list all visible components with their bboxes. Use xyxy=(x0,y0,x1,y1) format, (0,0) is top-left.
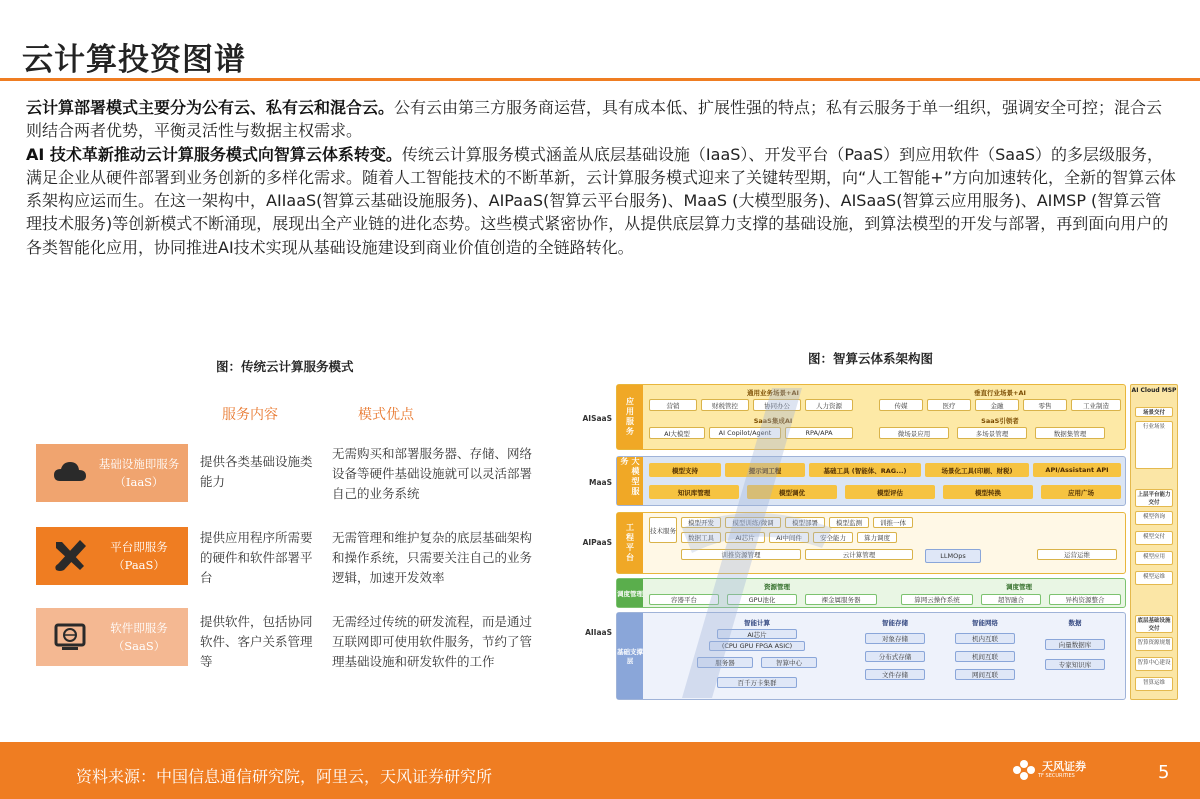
infra-g3-title: 智能网络 xyxy=(972,618,998,627)
infra-item: 向量数据库 xyxy=(1045,639,1105,650)
paas-layer-tag: 工程平台 xyxy=(617,513,643,573)
maas-item: 模型支持 xyxy=(649,463,721,477)
msp-item: 场景交付 xyxy=(1135,407,1173,417)
title-divider xyxy=(0,78,1200,81)
app-item: 传媒 xyxy=(879,399,923,411)
app-item: 工业制造 xyxy=(1071,399,1121,411)
app-item: 多场景管理 xyxy=(957,427,1027,439)
saas-label xyxy=(90,619,188,655)
intro-p1: 公有云由第三方服务商运营，具有成本低、扩展性强的特点；私有云服务于单一组织，强调安全可控；混合云则结合两者优势，平衡灵活性与数据主权需求。 xyxy=(26,98,1163,141)
page-title: 云计算投资图谱 xyxy=(22,42,246,78)
app-group1-title: 通用业务场景+AI xyxy=(747,388,799,397)
infra-g4-title: 数据 xyxy=(1068,618,1082,627)
paas-item: 技术服务 xyxy=(649,517,677,543)
maas-item: 知识库管理 xyxy=(649,485,739,499)
app-item: 人力资源 xyxy=(805,399,853,411)
left-figure-caption: 图：传统云计算服务模式 xyxy=(216,359,354,374)
mgmt-item: 容器平台 xyxy=(649,594,719,605)
infra-item: 机间互联 xyxy=(955,651,1015,662)
paas-item: 训推一体 xyxy=(873,517,913,528)
saas-adv: 无需经过传统的研发流程，而是通过互联网即可使用软件服务，节约了管理基础设施和研发软件的工作 xyxy=(332,614,533,669)
saas-label-line1: 软件即服务 xyxy=(110,621,168,635)
mgmt-item: 裸金属服务器 xyxy=(805,594,877,605)
app-item: 医疗 xyxy=(927,399,971,411)
app-item: 数据集管理 xyxy=(1035,427,1105,439)
infra-g1-title: 智能计算 xyxy=(744,618,770,627)
paas-item: 模型开发 xyxy=(681,517,721,528)
paas-item: AI中间件 xyxy=(769,532,809,543)
col-header-service: 服务内容 xyxy=(222,407,278,423)
maas-layer xyxy=(616,456,1126,506)
mgmt-item: GPU池化 xyxy=(727,594,797,605)
infra-item: 服务器 xyxy=(697,657,753,668)
intro-p1-bold: 云计算部署模式主要分为公有云、私有云和混合云。 xyxy=(26,98,395,117)
side-label-maas: MaaS xyxy=(589,478,612,487)
paas-item: 云计算管理 xyxy=(805,549,913,560)
iaas-label-line2: （IaaS） xyxy=(114,475,164,489)
infra-layer xyxy=(616,612,1126,700)
mgmt-item: 超智融合 xyxy=(981,594,1041,605)
footer-logo xyxy=(1010,756,1086,784)
paas-item: 训推资源管理 xyxy=(681,549,801,560)
side-label-aisaas: AISaaS xyxy=(582,414,612,423)
intro-text xyxy=(26,96,1176,259)
mgmt-layer xyxy=(616,578,1126,608)
paas-item: 模型部署 xyxy=(785,517,825,528)
maas-item: 模型调优 xyxy=(747,485,837,499)
infra-item: 智算中心 xyxy=(761,657,817,668)
logo-subtext: TF SECURITIES xyxy=(1038,773,1075,779)
intro-p2: 传统云计算服务模式涵盖从底层基础设施（IaaS）、开发平台（PaaS）到应用软件（SaaS）的多层级服务，满足企业从硬件部署到业务创新的多样化需求。随着人工智能技术的不断革新，云计算服务模式迎来了关键转型期，向“人工智能+”方向加速转化，全新的智算云体系架构应运而生。在这一架构中，AIIaaS(智算云基础设施服务)、AIPaaS(智算云平台服务)、MaaS (大模型服务)、AISaaS(智算云应用服务)、AIMSP (智算云管理技术服务)等创新模式不断涌现，展现出全产业链的进化态势。这些模式紧密协作，从提供底层算力支撑的基础设施，到算法模型的开发与部署，再到面向用户的各类智能化应用，协同推进AI技术实现从基础设施建设到商业价值创造的全链路转化。 xyxy=(26,144,1176,257)
paas-item: 安全能力 xyxy=(813,532,853,543)
intro-p2-bold: AI 技术革新推动云计算服务模式向智算云体系转变。 xyxy=(26,144,402,164)
saas-desc: 提供软件，包括协同软件、客户关系管理等 xyxy=(200,614,313,669)
paas-desc: 提供应用程序所需要的硬件和软件部署平台 xyxy=(200,530,313,585)
app-item: RPA/APA xyxy=(785,427,853,439)
iaas-label xyxy=(90,455,188,491)
saas-box xyxy=(36,608,188,666)
tools-icon xyxy=(50,536,90,576)
maas-layer-tag: 大模型服务 xyxy=(617,457,643,505)
paas-label-line2: （PaaS） xyxy=(113,558,165,572)
infra-g2-title: 智能存储 xyxy=(882,618,908,627)
maas-item: API/Assistant API xyxy=(1033,463,1121,477)
iaas-desc: 提供各类基础设施类能力 xyxy=(200,454,313,489)
maas-item: 模型评估 xyxy=(845,485,935,499)
col-header-advantage: 模式优点 xyxy=(358,407,414,423)
maas-item: 模型转换 xyxy=(943,485,1033,499)
msp-item: 上层平台能力交付 xyxy=(1135,489,1173,507)
logo-text: 天风证券 xyxy=(1042,760,1086,773)
footer-source: 资料来源：中国信息通信研究院，阿里云，天风证券研究所 xyxy=(76,767,493,786)
paas-adv: 无需管理和维护复杂的底层基础架构和操作系统，只需要关注自己的业务逻辑，加速开发效率 xyxy=(332,530,533,585)
maas-item: 基础工具 (智能体、RAG...) xyxy=(809,463,921,477)
app-group3-title: 垂直行业场景+AI xyxy=(974,388,1026,397)
tf-logo-icon xyxy=(1010,756,1038,784)
app-item: AI Copilot/Agent xyxy=(709,427,781,439)
app-item: 协同办公 xyxy=(753,399,801,411)
maas-item: 应用广场 xyxy=(1041,485,1121,499)
paas-item: 模型训练/微调 xyxy=(725,517,781,528)
maas-item: 场景化工具(印刷、财税) xyxy=(925,463,1029,477)
app-item: AI大模型 xyxy=(649,427,705,439)
iaas-adv: 无需购买和部署服务器、存储、网络设备等硬件基础设施就可以灵活部署自己的业务系统 xyxy=(332,446,533,501)
paas-item: 运营运维 xyxy=(1037,549,1117,560)
app-item: 营销 xyxy=(649,399,697,411)
monitor-globe-icon xyxy=(50,617,90,657)
paas-item: 模型监测 xyxy=(829,517,869,528)
cloud-icon xyxy=(50,453,90,493)
msp-item: 模型应用 xyxy=(1135,551,1173,565)
app-item: 微场景应用 xyxy=(879,427,949,439)
infra-layer-tag: 基础支撑层 xyxy=(617,613,643,699)
mgmt-layer-tag: 调度管理 xyxy=(617,579,643,607)
paas-box xyxy=(36,527,188,585)
msp-item: 底层基础设施交付 xyxy=(1135,615,1173,633)
app-item: 零售 xyxy=(1023,399,1067,411)
iaas-box xyxy=(36,444,188,502)
infra-item: 机内互联 xyxy=(955,633,1015,644)
app-layer xyxy=(616,384,1126,450)
mgmt-group1-title: 资源管理 xyxy=(764,582,790,591)
msp-title: AI Cloud MSP xyxy=(1131,387,1177,394)
app-layer-tag: 应用服务 xyxy=(617,385,643,449)
msp-item: 智算中心建设 xyxy=(1135,657,1173,671)
paas-item: 数据工具 xyxy=(681,532,721,543)
infra-item: AI芯片 xyxy=(717,629,797,639)
app-item: 金融 xyxy=(975,399,1019,411)
paas-item: 算力调度 xyxy=(857,532,897,543)
infra-item: 对象存储 xyxy=(865,633,925,644)
msp-item: 行业场景 xyxy=(1135,421,1173,469)
maas-item: 提示词工程 xyxy=(725,463,805,477)
infra-item: (CPU GPU FPGA ASIC) xyxy=(709,641,805,651)
infra-item: 百千万卡集群 xyxy=(717,677,797,688)
msp-item: 智算运维 xyxy=(1135,677,1173,691)
paas-item: LLMOps xyxy=(925,549,981,563)
saas-label-line2: （SaaS） xyxy=(112,639,166,653)
msp-item: 模型交付 xyxy=(1135,531,1173,545)
paas-item: AI芯片 xyxy=(725,532,765,543)
paas-label-line1: 平台即服务 xyxy=(110,540,168,554)
app-group2-title: SaaS集成AI xyxy=(753,416,793,425)
mgmt-item: 算网云操作系统 xyxy=(901,594,973,605)
msp-item: 模型运维 xyxy=(1135,571,1173,585)
msp-item: 模型咨询 xyxy=(1135,511,1173,525)
msp-item: 智算资源规划 xyxy=(1135,637,1173,651)
app-group4-title: SaaS引领者 xyxy=(981,416,1019,425)
mgmt-group2-title: 调度管理 xyxy=(1006,582,1032,591)
paas-label xyxy=(90,538,188,574)
app-item: 财税管控 xyxy=(701,399,749,411)
architecture-diagram xyxy=(572,378,1178,706)
side-label-aiiaas: AIIaaS xyxy=(585,628,612,637)
mgmt-item: 异构资源整合 xyxy=(1049,594,1121,605)
msp-column xyxy=(1130,384,1178,700)
right-figure-caption: 图：智算云体系架构图 xyxy=(808,351,934,366)
infra-item: 分布式存储 xyxy=(865,651,925,662)
page-number: 5 xyxy=(1158,762,1170,783)
iaas-label-line1: 基础设施即服务 xyxy=(98,457,180,471)
paas-layer xyxy=(616,512,1126,574)
infra-item: 网间互联 xyxy=(955,669,1015,680)
side-label-aipaas: AIPaaS xyxy=(582,538,612,547)
infra-item: 文件存储 xyxy=(865,669,925,680)
infra-item: 专家知识库 xyxy=(1045,659,1105,670)
